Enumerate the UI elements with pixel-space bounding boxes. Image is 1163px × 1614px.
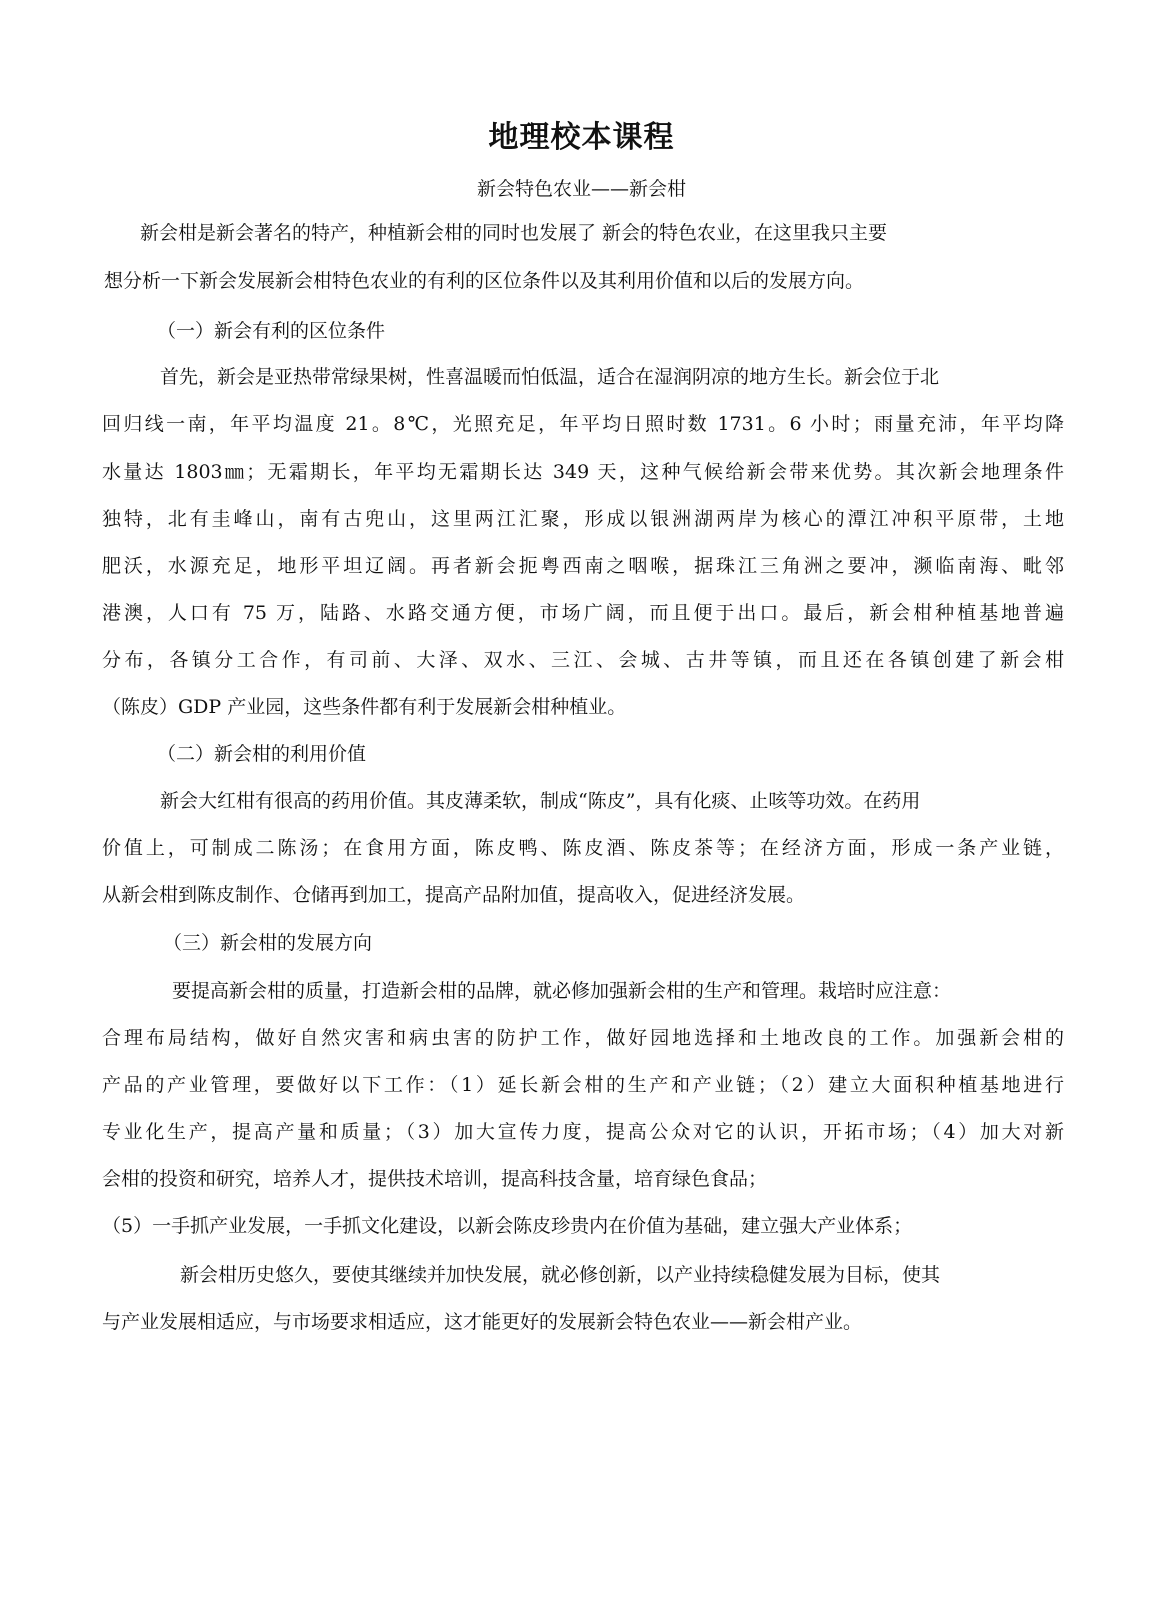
section1-line-2: 回归线一南，年平均温度 21。8℃，光照充足，年平均日照时数 1731。6 小时；雨量充沛，年平均降: [102, 413, 1064, 435]
section3-line-4: 专业化生产，提高产量和质量；（3）加大宣传力度，提高公众对它的认识，开拓市场；（4）加大对新: [102, 1121, 1064, 1143]
section1-line-4: 独特，北有圭峰山，南有古兜山，这里两江汇聚，形成以银洲湖两岸为核心的潭江冲积平原带，土地: [102, 508, 1064, 530]
section3-line-6: （5）一手抓产业发展，一手抓文化建设，以新会陈皮珍贵内在价值为基础，建立强大产业体系；: [102, 1215, 913, 1237]
conclusion-line-2: 与产业发展相适应，与市场要求相适应，这才能更好的发展新会特色农业——新会柑产业。: [102, 1311, 863, 1333]
intro-line-1: 新会柑是新会著名的特产，种植新会柑的同时也发展了 新会的特色农业，在这里我只主要: [140, 222, 888, 244]
section3-line-3: 产品的产业管理，要做好以下工作：（1）延长新会柑的生产和产业链；（2）建立大面积种植基地进行: [102, 1074, 1064, 1096]
section3-line-5: 会柑的投资和研究，培养人才，提供技术培训，提高科技含量，培育绿色食品；: [102, 1168, 768, 1190]
section3-heading: （三）新会柑的发展方向: [163, 932, 373, 954]
section1-heading: （一）新会有利的区位条件: [157, 320, 386, 342]
section1-line-6: 港澳，人口有 75 万，陆路、水路交通方便，市场广阔，而且便于出口。最后，新会柑种植基地普遍: [102, 602, 1064, 624]
section2-heading: （二）新会柑的利用价值: [157, 743, 367, 765]
section1-line-1: 首先，新会是亚热带常绿果树，性喜温暖而怕低温，适合在湿润阴凉的地方生长。新会位于北: [160, 366, 940, 388]
conclusion-line-1: 新会柑历史悠久，要使其继续并加快发展，就必修创新，以产业持续稳健发展为目标，使其: [180, 1264, 941, 1286]
section2-line-2: 价值上，可制成二陈汤；在食用方面，陈皮鸭、陈皮酒、陈皮茶等；在经济方面，形成一条产业链，: [102, 837, 1064, 859]
section1-line-7: 分布，各镇分工合作，有司前、大泽、双水、三江、会城、古井等镇，而且还在各镇创建了新会柑: [102, 649, 1064, 671]
section2-line-1: 新会大红柑有很高的药用价值。其皮薄柔软，制成“陈皮”，具有化痰、止咳等功效。在药用: [160, 790, 921, 812]
section3-line-2: 合理布局结构，做好自然灾害和病虫害的防护工作，做好园地选择和土地改良的工作。加强新会柑的: [102, 1027, 1064, 1049]
document-title: 地理校本课程: [488, 120, 675, 155]
section1-line-5: 肥沃，水源充足，地形平坦辽阔。再者新会扼粤西南之咽喉，据珠江三角洲之要冲，濒临南海、毗邻: [102, 555, 1064, 577]
section2-line-3: 从新会柑到陈皮制作、仓储再到加工，提高产品附加值，提高收入，促进经济发展。: [102, 884, 806, 906]
intro-line-2: 想分析一下新会发展新会柑特色农业的有利的区位条件以及其利用价值和以后的发展方向。: [104, 270, 865, 292]
section1-line-3: 水量达 1803㎜；无霜期长，年平均无霜期长达 349 天，这种气候给新会带来优势。其次新会地理条件: [102, 461, 1064, 483]
section3-line-1: 要提高新会柑的质量，打造新会柑的品牌，就必修加强新会柑的生产和管理。栽培时应注意：: [172, 980, 952, 1002]
section1-line-8: （陈皮）GDP 产业园，这些条件都有利于发展新会柑种植业。: [102, 696, 627, 718]
document-subtitle: 新会特色农业——新会柑: [476, 178, 686, 200]
